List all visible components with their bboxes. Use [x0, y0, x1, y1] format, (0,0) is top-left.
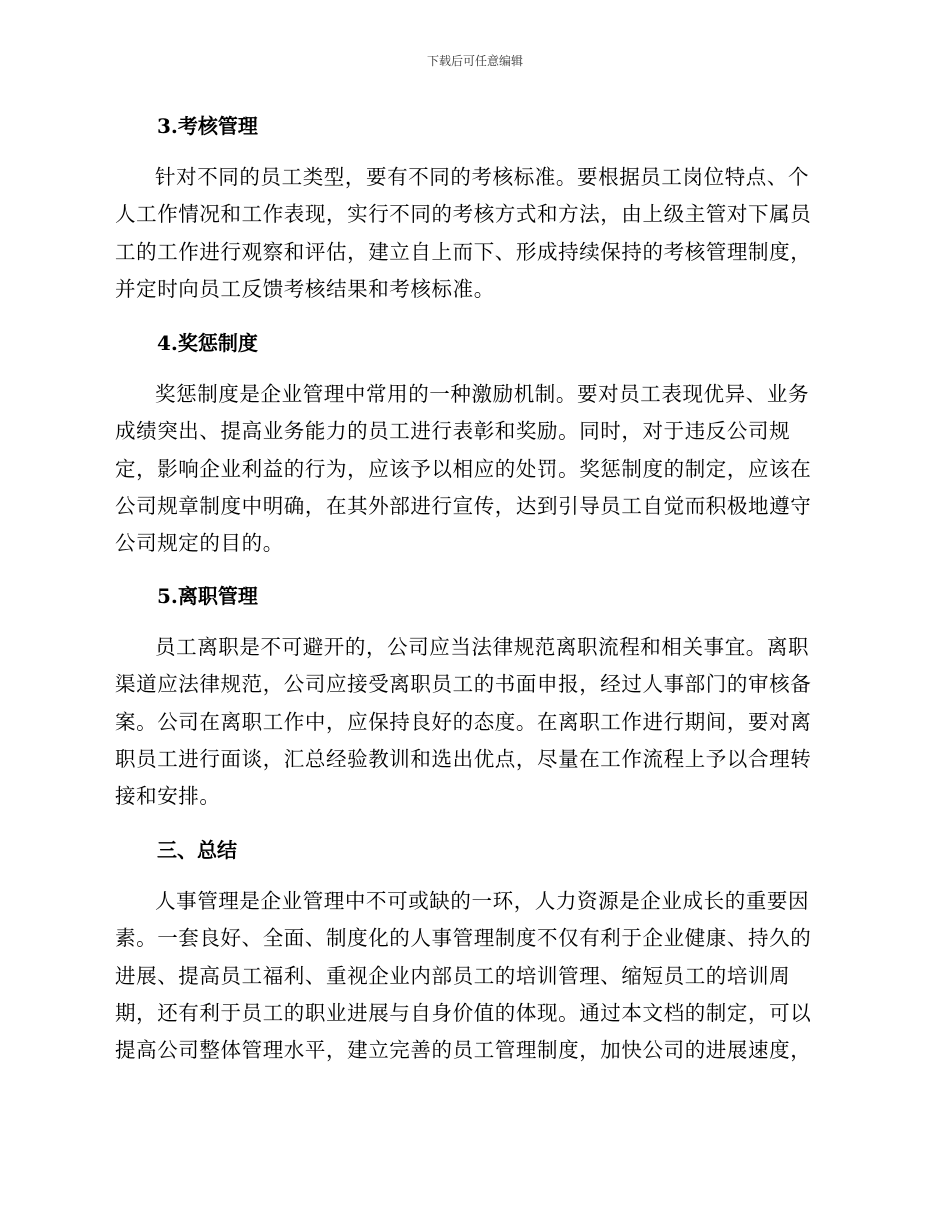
paragraph-line: 接和安排。	[115, 784, 221, 809]
section-heading: 3.考核管理	[157, 114, 258, 138]
page-header: 下载后可任意编辑	[426, 54, 523, 68]
paragraph-line: 渠道应法律规范，公司应接受离职员工的书面申报，经过人事部门的审核备	[115, 672, 812, 697]
section-heading: 5.离职管理	[157, 584, 258, 608]
paragraph-line: 公司规定的目的。	[115, 531, 284, 556]
paragraph-line: 案。公司在离职工作中，应保持良好的态度。在离职工作进行期间，要对离	[115, 709, 812, 734]
paragraph-line: 人工作情况和工作表现，实行不同的考核方式和方法，由上级主管对下属员	[115, 202, 812, 227]
paragraph-line: 奖惩制度是企业管理中常用的一种激励机制。要对员工表现优异、业务	[155, 382, 810, 406]
paragraph-line: 期，还有利于员工的职业进展与自身价值的体现。通过本文档的制定，可以	[115, 1000, 812, 1025]
paragraph-line: 针对不同的员工类型，要有不同的考核标准。要根据员工岗位特点、个	[155, 165, 810, 189]
section-paragraph	[115, 376, 830, 562]
paragraph-line: 并定时向员工反馈考核结果和考核标准。	[115, 276, 495, 301]
section-paragraph	[115, 159, 830, 308]
paragraph-line: 素。一套良好、全面、制度化的人事管理制度不仅有利于企业健康、持久的	[115, 926, 812, 951]
paragraph-line: 工的工作进行观察和评估，建立自上而下、形成持续保持的考核管理制度，	[115, 239, 812, 264]
paragraph-line: 职员工进行面谈，汇总经验教训和选出优点，尽量在工作流程上予以合理转	[115, 746, 812, 771]
paragraph-line: 进展、提高员工福利、重视企业内部员工的培训管理、缩短员工的培训周	[115, 963, 791, 988]
section-paragraph	[115, 883, 830, 1069]
paragraph-line: 定，影响企业利益的行为，应该予以相应的处罚。奖惩制度的制定，应该在	[115, 456, 812, 481]
paragraph-line: 员工离职是不可避开的，公司应当法律规范离职流程和相关事宜。离职	[155, 635, 810, 659]
paragraph-line: 提高公司整体管理水平，建立完善的员工管理制度，加快公司的进展速度，	[115, 1038, 812, 1063]
paragraph-line: 成绩突出、提高业务能力的员工进行表彰和奖励。同时，对于违反公司规	[115, 419, 791, 444]
section-heading: 三、总结	[157, 838, 237, 862]
paragraph-line: 公司规章制度中明确，在其外部进行宣传，达到引导员工自觉而积极地遵守	[115, 493, 812, 518]
section-paragraph	[115, 629, 830, 815]
section-heading: 4.奖惩制度	[157, 331, 258, 355]
paragraph-line: 人事管理是企业管理中不可或缺的一环，人力资源是企业成长的重要因	[155, 889, 810, 913]
